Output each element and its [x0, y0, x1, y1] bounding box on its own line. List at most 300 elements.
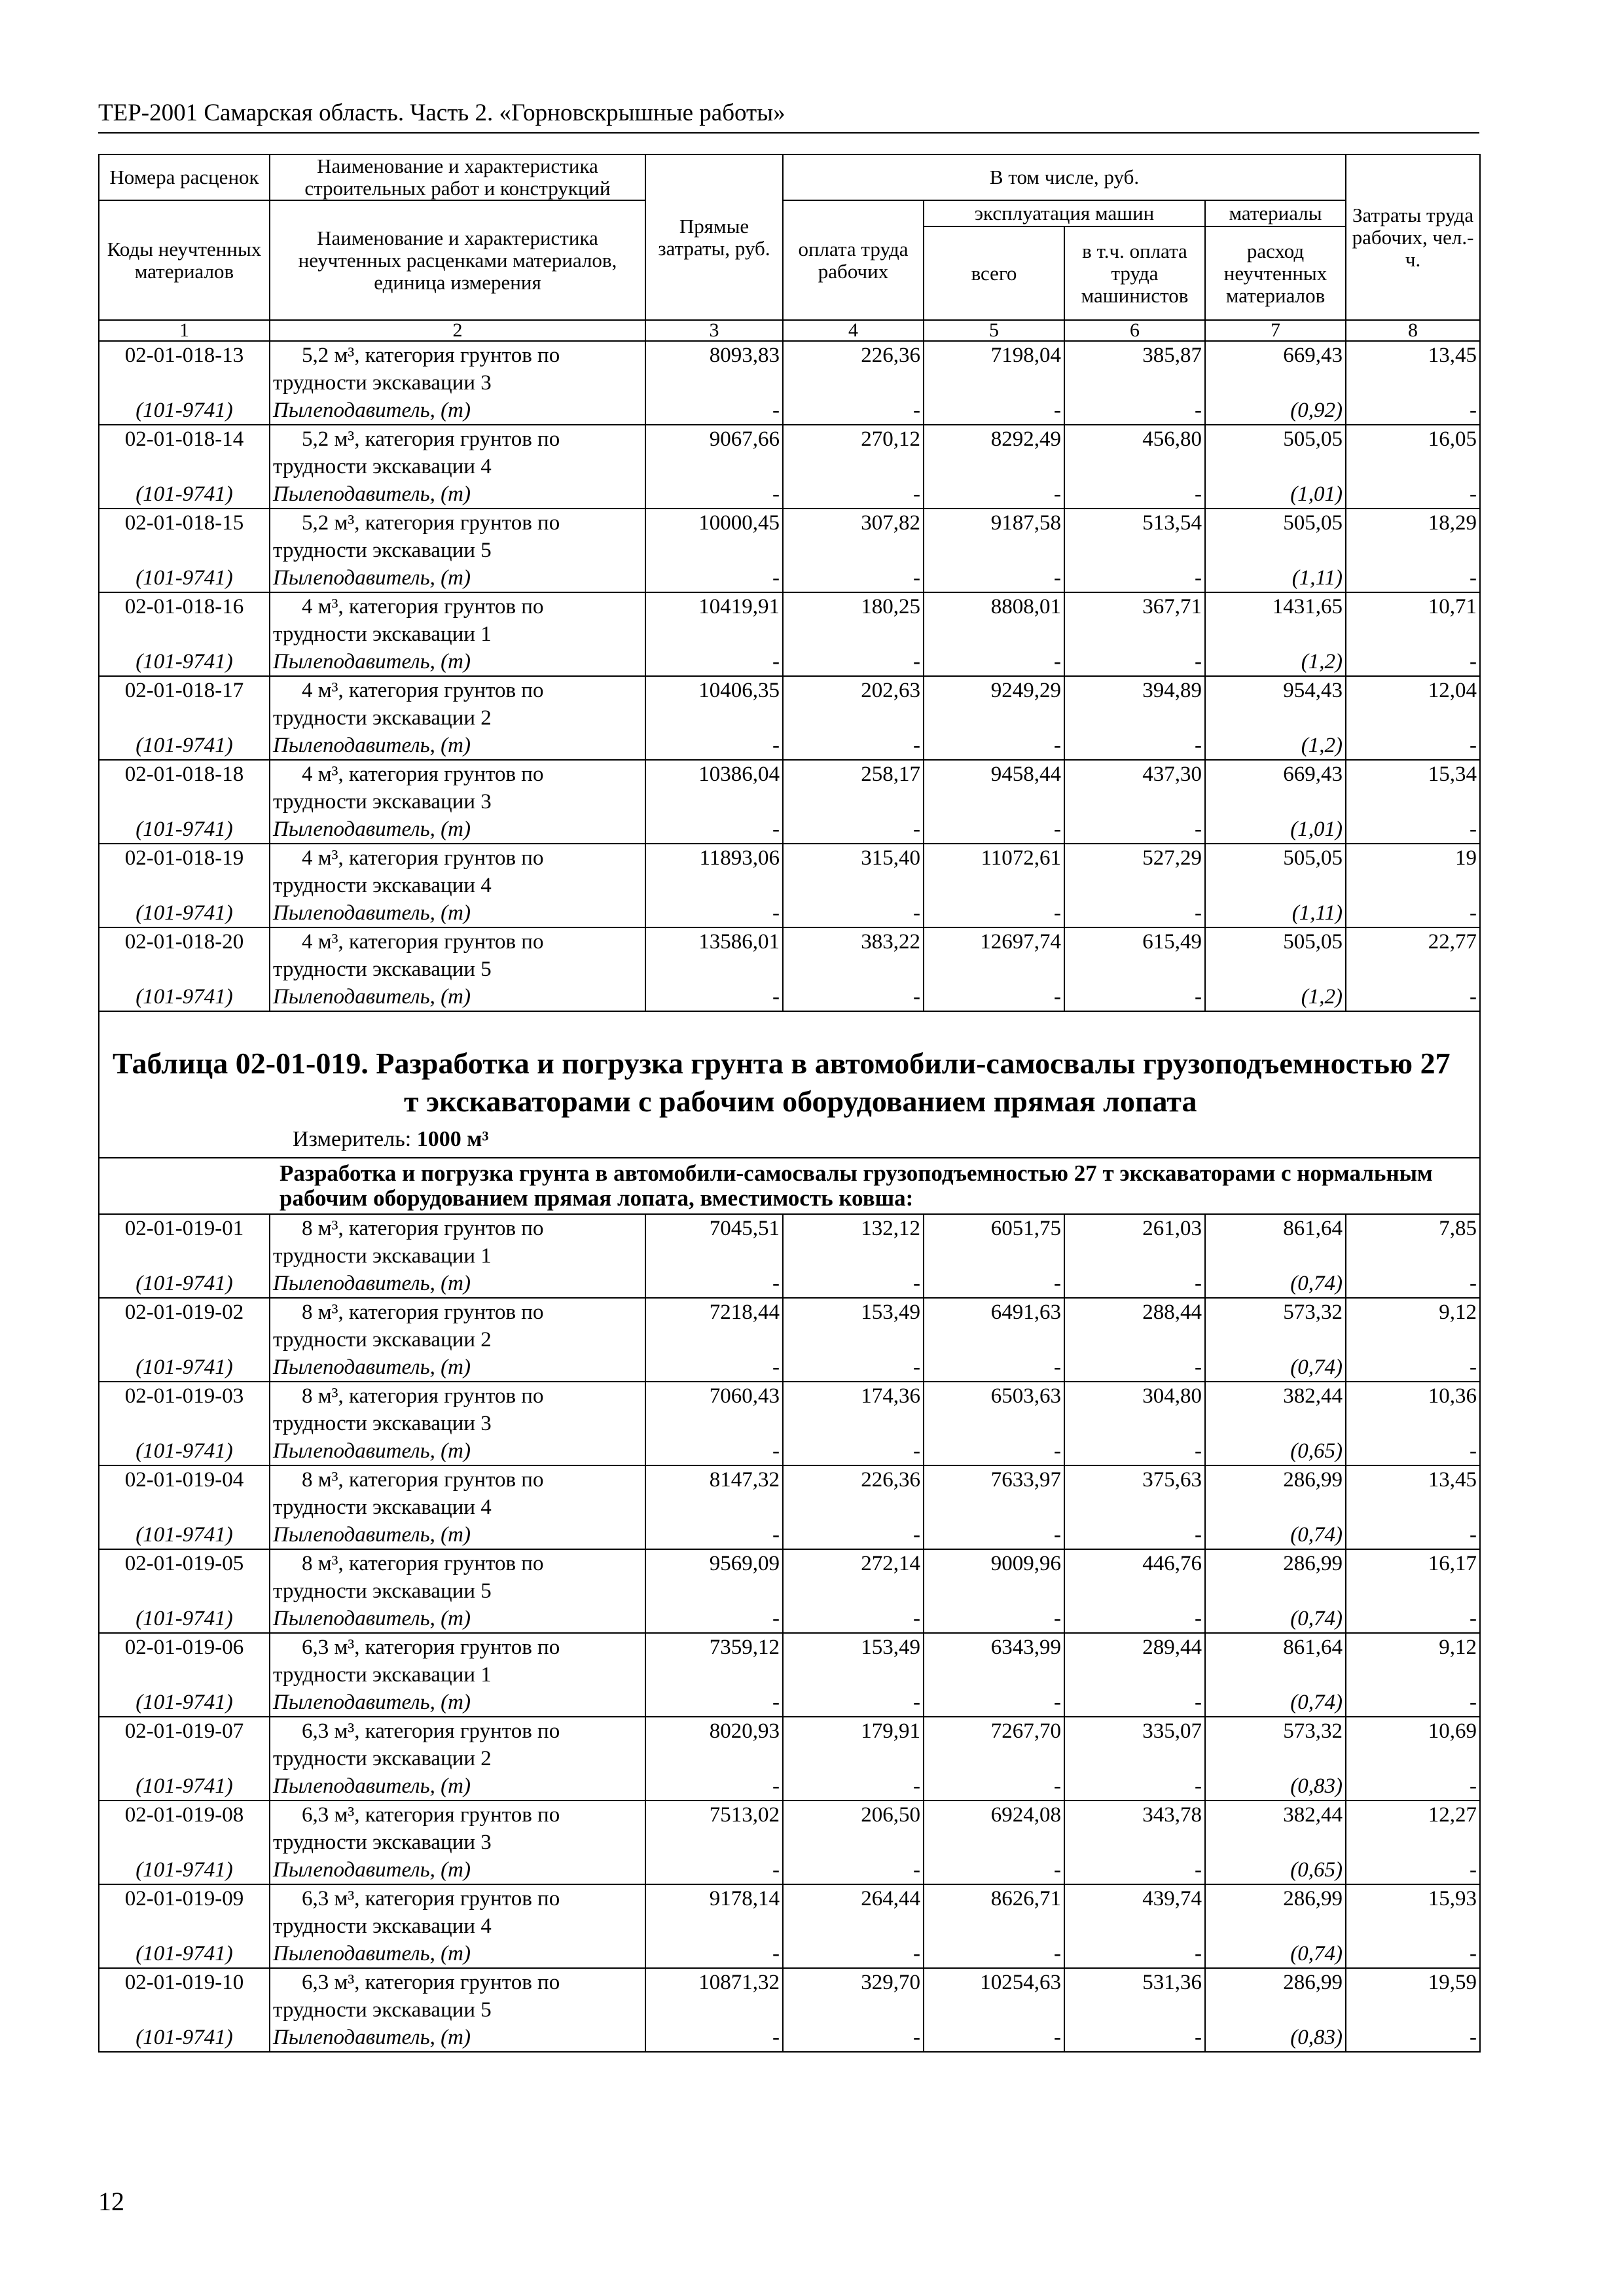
work-description: трудности экскавации 2	[270, 1326, 645, 1354]
rate-code: 02-01-019-01	[99, 1214, 270, 1242]
worker-wages: 258,17	[783, 760, 924, 788]
empty-cell	[645, 1577, 783, 1605]
table-row	[99, 816, 1480, 844]
materials-cost: 669,43	[1205, 341, 1346, 369]
labor-costs: 10,36	[1346, 1382, 1480, 1410]
empty-cell	[1205, 369, 1346, 397]
empty-cell	[783, 1242, 924, 1270]
machines-total: 7198,04	[924, 341, 1064, 369]
machines-total: 6924,08	[924, 1801, 1064, 1829]
empty-cell	[99, 872, 270, 899]
dash-value: -	[783, 1689, 924, 1717]
empty-cell	[1205, 1996, 1346, 2024]
table-row	[99, 480, 1480, 509]
dash-value: -	[783, 732, 924, 760]
material-consumption: (1,01)	[1205, 816, 1346, 844]
work-description: трудности экскавации 1	[270, 620, 645, 648]
work-description: 4 м³, категория грунтов по	[270, 760, 645, 788]
table-row	[99, 872, 1480, 899]
table-019-body	[99, 1214, 1480, 2052]
column-number: 5	[924, 320, 1064, 341]
empty-cell	[924, 1912, 1064, 1940]
dash-value: -	[645, 397, 783, 425]
column-number: 7	[1205, 320, 1346, 341]
empty-cell	[924, 1326, 1064, 1354]
material-consumption: (0,74)	[1205, 1354, 1346, 1382]
machinist-wages: 615,49	[1064, 927, 1205, 956]
table-row	[99, 1326, 1480, 1354]
work-description: трудности экскавации 4	[270, 453, 645, 480]
work-description: трудности экскавации 5	[270, 537, 645, 564]
dash-value: -	[1346, 1605, 1480, 1633]
labor-costs: 10,71	[1346, 592, 1480, 620]
empty-cell	[1346, 1577, 1480, 1605]
table-row	[99, 1912, 1480, 1940]
dash-value: -	[1346, 648, 1480, 676]
material-consumption: (0,83)	[1205, 1772, 1346, 1801]
dash-value: -	[924, 564, 1064, 592]
empty-cell	[1064, 788, 1205, 816]
labor-costs: 12,04	[1346, 676, 1480, 704]
dash-value: -	[783, 1354, 924, 1382]
empty-cell	[1205, 1242, 1346, 1270]
empty-cell	[645, 1829, 783, 1856]
dash-value: -	[924, 899, 1064, 927]
materials-cost: 286,99	[1205, 1884, 1346, 1912]
empty-cell	[1346, 1745, 1480, 1772]
work-description: трудности экскавации 4	[270, 1494, 645, 1521]
rate-code: 02-01-018-20	[99, 927, 270, 956]
dash-value: -	[924, 1772, 1064, 1801]
dash-value: -	[924, 816, 1064, 844]
direct-costs: 7045,51	[645, 1214, 783, 1242]
direct-costs: 9178,14	[645, 1884, 783, 1912]
empty-cell	[1346, 956, 1480, 983]
empty-cell	[99, 1661, 270, 1689]
labor-costs: 19	[1346, 844, 1480, 872]
dash-value: -	[645, 899, 783, 927]
empty-cell	[99, 453, 270, 480]
direct-costs: 8020,93	[645, 1717, 783, 1745]
dash-value: -	[924, 480, 1064, 509]
work-description: трудности экскавации 1	[270, 1661, 645, 1689]
empty-cell	[783, 1410, 924, 1437]
empty-cell	[645, 1410, 783, 1437]
machinist-wages: 439,74	[1064, 1884, 1205, 1912]
material-code: (101-9741)	[99, 816, 270, 844]
empty-cell	[783, 1494, 924, 1521]
material-consumption: (0,74)	[1205, 1689, 1346, 1717]
empty-cell	[924, 956, 1064, 983]
dash-value: -	[645, 564, 783, 592]
machinist-wages: 394,89	[1064, 676, 1205, 704]
dash-value: -	[924, 1605, 1064, 1633]
machines-total: 9458,44	[924, 760, 1064, 788]
dash-value: -	[924, 1354, 1064, 1382]
material-code: (101-9741)	[99, 1689, 270, 1717]
dash-value: -	[1346, 2024, 1480, 2052]
work-description: 6,3 м³, категория грунтов по	[270, 1633, 645, 1661]
dash-value: -	[645, 648, 783, 676]
material-code: (101-9741)	[99, 1605, 270, 1633]
table-row	[99, 397, 1480, 425]
table-row	[99, 1856, 1480, 1884]
rate-code: 02-01-019-07	[99, 1717, 270, 1745]
empty-cell	[1064, 1242, 1205, 1270]
direct-costs: 8093,83	[645, 341, 783, 369]
labor-costs: 10,69	[1346, 1717, 1480, 1745]
empty-cell	[1346, 537, 1480, 564]
machinist-wages: 335,07	[1064, 1717, 1205, 1745]
empty-cell	[1346, 1242, 1480, 1270]
materials-cost: 573,32	[1205, 1717, 1346, 1745]
empty-cell	[645, 956, 783, 983]
machinist-wages: 288,44	[1064, 1298, 1205, 1326]
table-row	[99, 369, 1480, 397]
dash-value: -	[1064, 1605, 1205, 1633]
dash-value: -	[1346, 1940, 1480, 1968]
table-row	[99, 1772, 1480, 1801]
empty-cell	[99, 1494, 270, 1521]
empty-cell	[99, 956, 270, 983]
dash-value: -	[1346, 1437, 1480, 1465]
material-consumption: (1,2)	[1205, 648, 1346, 676]
dash-value: -	[924, 2024, 1064, 2052]
empty-cell	[783, 1912, 924, 1940]
material-consumption: (0,74)	[1205, 1521, 1346, 1549]
material-code: (101-9741)	[99, 1354, 270, 1382]
empty-cell	[783, 788, 924, 816]
empty-cell	[783, 1661, 924, 1689]
empty-cell	[1064, 1996, 1205, 2024]
dash-value: -	[1346, 397, 1480, 425]
table-row	[99, 927, 1480, 956]
dash-value: -	[645, 983, 783, 1011]
machinist-wages: 513,54	[1064, 509, 1205, 537]
work-description: 8 м³, категория грунтов по	[270, 1214, 645, 1242]
empty-cell	[1205, 1326, 1346, 1354]
empty-cell	[783, 1829, 924, 1856]
work-description: трудности экскавации 3	[270, 1410, 645, 1437]
empty-cell	[1205, 1912, 1346, 1940]
work-description: 5,2 м³, категория грунтов по	[270, 425, 645, 453]
dash-value: -	[1064, 397, 1205, 425]
material-name: Пылеподавитель, (т)	[270, 1605, 645, 1633]
material-name: Пылеподавитель, (т)	[270, 816, 645, 844]
empty-cell	[1346, 620, 1480, 648]
empty-cell	[645, 620, 783, 648]
empty-cell	[1346, 788, 1480, 816]
table-row	[99, 341, 1480, 369]
material-code: (101-9741)	[99, 1521, 270, 1549]
empty-cell	[645, 1912, 783, 1940]
table-018-body	[99, 341, 1480, 1011]
machines-total: 10254,63	[924, 1968, 1064, 1996]
direct-costs: 13586,01	[645, 927, 783, 956]
dash-value: -	[783, 1856, 924, 1884]
machines-total: 6503,63	[924, 1382, 1064, 1410]
table-row	[99, 1633, 1480, 1661]
work-description: трудности экскавации 4	[270, 1912, 645, 1940]
dash-value: -	[1064, 899, 1205, 927]
machines-total: 9009,96	[924, 1549, 1064, 1577]
table-row	[99, 509, 1480, 537]
work-description: 4 м³, категория грунтов по	[270, 676, 645, 704]
rate-code: 02-01-019-06	[99, 1633, 270, 1661]
material-name: Пылеподавитель, (т)	[270, 480, 645, 509]
table-row	[99, 1270, 1480, 1298]
dash-value: -	[1064, 2024, 1205, 2052]
empty-cell	[1205, 1745, 1346, 1772]
material-consumption: (1,11)	[1205, 564, 1346, 592]
empty-cell	[1064, 956, 1205, 983]
work-description: 8 м³, категория грунтов по	[270, 1298, 645, 1326]
empty-cell	[1205, 1577, 1346, 1605]
labor-costs: 15,93	[1346, 1884, 1480, 1912]
col-material-codes-header: Коды неучтенных материалов	[99, 200, 270, 320]
dash-value: -	[783, 1605, 924, 1633]
empty-cell	[783, 1996, 924, 2024]
material-name: Пылеподавитель, (т)	[270, 1689, 645, 1717]
dash-value: -	[1064, 1521, 1205, 1549]
material-name: Пылеподавитель, (т)	[270, 732, 645, 760]
material-code: (101-9741)	[99, 648, 270, 676]
dash-value: -	[1064, 1354, 1205, 1382]
empty-cell	[1064, 620, 1205, 648]
empty-cell	[1346, 369, 1480, 397]
column-number: 6	[1064, 320, 1205, 341]
empty-cell	[924, 369, 1064, 397]
table-row	[99, 1940, 1480, 1968]
table-row	[99, 1605, 1480, 1633]
materials-cost: 382,44	[1205, 1801, 1346, 1829]
materials-cost: 669,43	[1205, 760, 1346, 788]
dash-value: -	[924, 1270, 1064, 1298]
table-row	[99, 788, 1480, 816]
empty-cell	[783, 1745, 924, 1772]
rate-code: 02-01-018-18	[99, 760, 270, 788]
dash-value: -	[1346, 1772, 1480, 1801]
machines-total: 6491,63	[924, 1298, 1064, 1326]
dash-value: -	[1064, 1856, 1205, 1884]
dash-value: -	[924, 1689, 1064, 1717]
labor-costs: 7,85	[1346, 1214, 1480, 1242]
material-consumption: (0,74)	[1205, 1605, 1346, 1633]
column-number: 8	[1346, 320, 1480, 341]
dash-value: -	[783, 816, 924, 844]
dash-value: -	[645, 1772, 783, 1801]
table-row	[99, 1382, 1480, 1410]
direct-costs: 10871,32	[645, 1968, 783, 1996]
col-rate-number-header: Номера расценок	[99, 154, 270, 200]
worker-wages: 270,12	[783, 425, 924, 453]
machines-total: 9249,29	[924, 676, 1064, 704]
dash-value: -	[1064, 480, 1205, 509]
dash-value: -	[1064, 648, 1205, 676]
table-row	[99, 899, 1480, 927]
machines-total: 7267,70	[924, 1717, 1064, 1745]
worker-wages: 264,44	[783, 1884, 924, 1912]
work-description: трудности экскавации 5	[270, 1996, 645, 2024]
dash-value: -	[645, 816, 783, 844]
material-name: Пылеподавитель, (т)	[270, 2024, 645, 2052]
empty-cell	[645, 1494, 783, 1521]
dash-value: -	[1346, 480, 1480, 509]
dash-value: -	[783, 983, 924, 1011]
material-code: (101-9741)	[99, 564, 270, 592]
empty-cell	[1064, 872, 1205, 899]
work-description: трудности экскавации 3	[270, 369, 645, 397]
table-row	[99, 956, 1480, 983]
worker-wages: 329,70	[783, 1968, 924, 1996]
dash-value: -	[1346, 1689, 1480, 1717]
rate-code: 02-01-018-13	[99, 341, 270, 369]
rate-code: 02-01-018-15	[99, 509, 270, 537]
material-code: (101-9741)	[99, 1772, 270, 1801]
labor-costs: 13,45	[1346, 1465, 1480, 1494]
machinist-wages: 527,29	[1064, 844, 1205, 872]
table-row	[99, 676, 1480, 704]
empty-cell	[924, 1242, 1064, 1270]
table-row	[99, 1494, 1480, 1521]
work-description: трудности экскавации 3	[270, 788, 645, 816]
dash-value: -	[1064, 1940, 1205, 1968]
empty-cell	[924, 1494, 1064, 1521]
work-description: 6,3 м³, категория грунтов по	[270, 1884, 645, 1912]
rate-code: 02-01-019-08	[99, 1801, 270, 1829]
material-consumption: (0,65)	[1205, 1856, 1346, 1884]
material-name: Пылеподавитель, (т)	[270, 564, 645, 592]
worker-wages: 202,63	[783, 676, 924, 704]
worker-wages: 153,49	[783, 1633, 924, 1661]
material-name: Пылеподавитель, (т)	[270, 1354, 645, 1382]
dash-value: -	[783, 1270, 924, 1298]
dash-value: -	[783, 1940, 924, 1968]
empty-cell	[1205, 788, 1346, 816]
dash-value: -	[783, 1437, 924, 1465]
materials-cost: 382,44	[1205, 1382, 1346, 1410]
page-number: 12	[98, 2187, 124, 2216]
rate-code: 02-01-018-17	[99, 676, 270, 704]
machinist-wages: 437,30	[1064, 760, 1205, 788]
rate-code: 02-01-018-19	[99, 844, 270, 872]
dash-value: -	[924, 1521, 1064, 1549]
work-description: 6,3 м³, категория грунтов по	[270, 1801, 645, 1829]
material-code: (101-9741)	[99, 2024, 270, 2052]
empty-cell	[924, 1829, 1064, 1856]
dash-value: -	[645, 2024, 783, 2052]
dash-value: -	[645, 1689, 783, 1717]
machinist-wages: 261,03	[1064, 1214, 1205, 1242]
direct-costs: 11893,06	[645, 844, 783, 872]
dash-value: -	[783, 480, 924, 509]
material-code: (101-9741)	[99, 1437, 270, 1465]
machinist-wages: 367,71	[1064, 592, 1205, 620]
measure-value: 1000 м³	[416, 1127, 489, 1151]
empty-cell	[645, 788, 783, 816]
empty-cell	[1205, 1494, 1346, 1521]
materials-cost: 573,32	[1205, 1298, 1346, 1326]
empty-cell	[645, 1745, 783, 1772]
empty-cell	[1346, 1410, 1480, 1437]
table-row	[99, 453, 1480, 480]
empty-cell	[1064, 1577, 1205, 1605]
table-row	[99, 1968, 1480, 1996]
empty-cell	[645, 1242, 783, 1270]
table-row	[99, 1717, 1480, 1745]
worker-wages: 206,50	[783, 1801, 924, 1829]
dash-value: -	[1064, 1772, 1205, 1801]
work-description: трудности экскавации 5	[270, 1577, 645, 1605]
dash-value: -	[1346, 1521, 1480, 1549]
empty-cell	[1064, 1661, 1205, 1689]
rate-code: 02-01-018-16	[99, 592, 270, 620]
materials-cost: 861,64	[1205, 1214, 1346, 1242]
dash-value: -	[1064, 1689, 1205, 1717]
dash-value: -	[645, 1856, 783, 1884]
measure-unit	[113, 1121, 1466, 1157]
table-row	[99, 564, 1480, 592]
empty-cell	[1064, 1829, 1205, 1856]
dash-value: -	[1346, 1354, 1480, 1382]
work-description: 4 м³, категория грунтов по	[270, 844, 645, 872]
materials-header: материалы	[1205, 200, 1346, 226]
table-row	[99, 592, 1480, 620]
worker-wages: 383,22	[783, 927, 924, 956]
table-row	[99, 1410, 1480, 1437]
table-row	[99, 1745, 1480, 1772]
empty-cell	[99, 788, 270, 816]
dash-value: -	[1064, 983, 1205, 1011]
rate-code: 02-01-019-05	[99, 1549, 270, 1577]
column-number: 2	[270, 320, 645, 341]
empty-cell	[1346, 1326, 1480, 1354]
table-row	[99, 425, 1480, 453]
rate-code: 02-01-019-03	[99, 1382, 270, 1410]
work-description: 6,3 м³, категория грунтов по	[270, 1717, 645, 1745]
material-code: (101-9741)	[99, 480, 270, 509]
empty-cell	[645, 537, 783, 564]
col-wages-header: оплата труда рабочих	[783, 200, 924, 320]
work-description: трудности экскавации 3	[270, 1829, 645, 1856]
empty-cell	[645, 704, 783, 732]
empty-cell	[783, 453, 924, 480]
material-code: (101-9741)	[99, 1270, 270, 1298]
empty-cell	[924, 1661, 1064, 1689]
dash-value: -	[1064, 1270, 1205, 1298]
worker-wages: 307,82	[783, 509, 924, 537]
empty-cell	[1205, 1410, 1346, 1437]
col-machines-total-header: всего	[924, 226, 1064, 320]
dash-value: -	[783, 2024, 924, 2052]
worker-wages: 226,36	[783, 1465, 924, 1494]
table-row	[99, 1801, 1480, 1829]
material-code: (101-9741)	[99, 732, 270, 760]
empty-cell	[99, 1745, 270, 1772]
material-consumption: (0,74)	[1205, 1270, 1346, 1298]
materials-cost: 286,99	[1205, 1549, 1346, 1577]
dash-value: -	[645, 732, 783, 760]
machines-total: 11072,61	[924, 844, 1064, 872]
empty-cell	[924, 1745, 1064, 1772]
dash-value: -	[924, 1940, 1064, 1968]
machinist-wages: 304,80	[1064, 1382, 1205, 1410]
table-row	[99, 537, 1480, 564]
material-name: Пылеподавитель, (т)	[270, 1856, 645, 1884]
empty-cell	[783, 704, 924, 732]
empty-cell	[99, 704, 270, 732]
labor-costs: 19,59	[1346, 1968, 1480, 1996]
